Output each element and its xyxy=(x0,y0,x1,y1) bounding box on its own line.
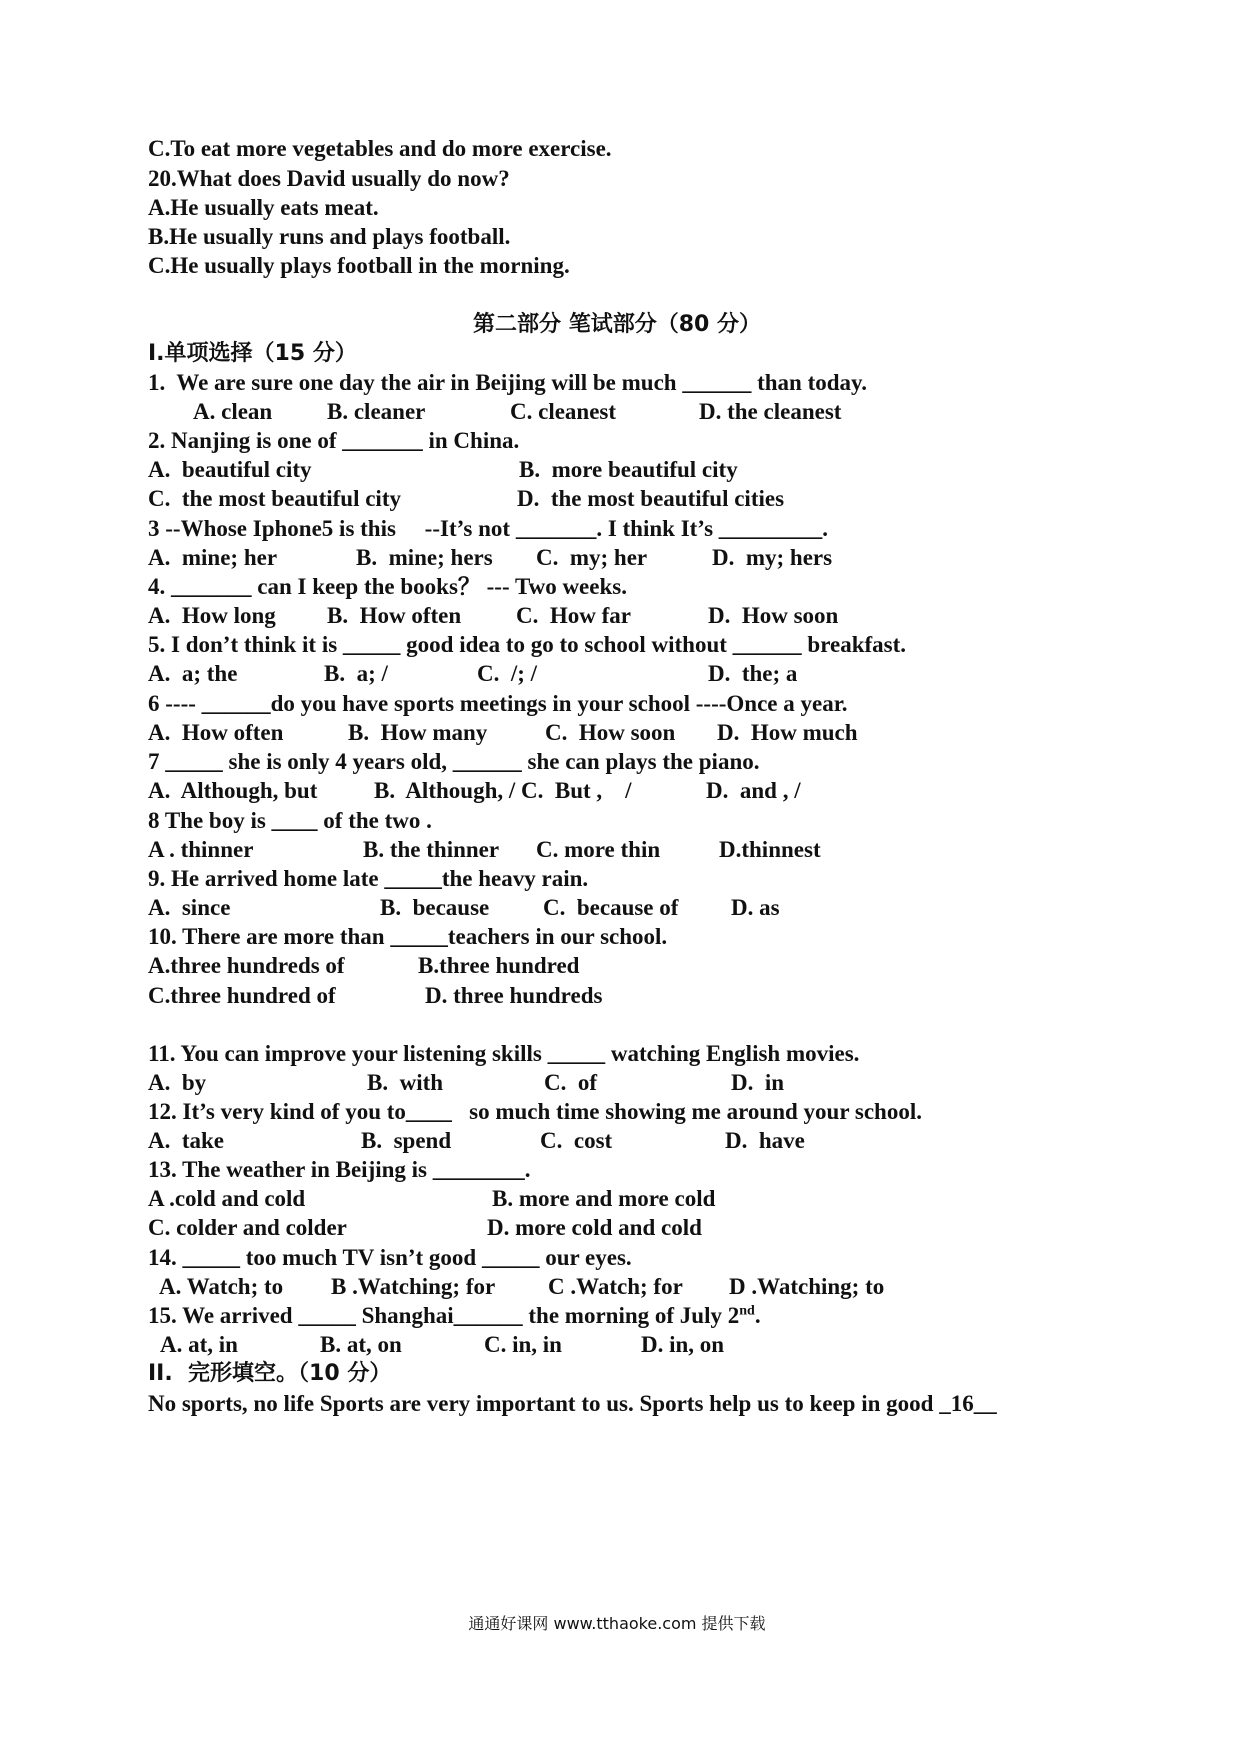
ordinal-suffix: nd xyxy=(739,1303,755,1319)
option-b: B. because xyxy=(380,895,490,920)
question-12-stem: 12. It’s very kind of you to____ so much time showing me around your school. xyxy=(148,1099,922,1124)
question-10-options-row2 xyxy=(0,981,1000,1011)
option-d: D.thinnest xyxy=(719,837,821,862)
question-4-options xyxy=(0,601,1000,631)
question-6-stem: 6 ---- ______do you have sports meetings in your school ----Once a year. xyxy=(148,691,848,716)
option-d: D. as xyxy=(731,895,780,920)
option-a: A. by xyxy=(148,1070,207,1095)
question-6-options xyxy=(0,718,1000,748)
question-4-stem: 4. _______ can I keep the books？ --- Two weeks. xyxy=(148,574,627,599)
question-2-stem: 2. Nanjing is one of _______ in China. xyxy=(148,428,520,453)
section-1-title: Ⅰ.单项选择（15 分） xyxy=(148,341,357,366)
option-c: C. /; / xyxy=(477,661,538,686)
question-11-stem: 11. You can improve your listening skills _____ watching English movies. xyxy=(148,1041,860,1066)
option-b: B .Watching; for xyxy=(331,1274,496,1299)
option-b: B. spend xyxy=(361,1128,452,1153)
option-d: D. in, on xyxy=(641,1332,725,1357)
option-a: A. at, in xyxy=(160,1332,238,1357)
option-d: D. in xyxy=(731,1070,785,1095)
option-a: A.three hundreds of xyxy=(148,953,345,978)
question-15-stem-end: . xyxy=(754,1303,761,1328)
page-footer: 通通好课网 www.tthaoke.com 提供下载 xyxy=(468,1614,766,1633)
option-c: C. colder and colder xyxy=(148,1215,347,1240)
option-c: C.three hundred of xyxy=(148,983,336,1008)
option-c: C. the most beautiful city xyxy=(148,486,401,511)
question-1-options xyxy=(0,397,1000,427)
question-3-options xyxy=(0,543,1000,573)
question-8-options xyxy=(0,835,1000,865)
option-d: D. my; hers xyxy=(712,545,833,570)
option-c: C. because of xyxy=(543,895,679,920)
option-c: C. How soon xyxy=(545,720,676,745)
question-14-stem: 14. _____ too much TV isn’t good _____ our eyes. xyxy=(148,1245,632,1270)
question-2-options-row2 xyxy=(0,484,1000,514)
option-b: B. cleaner xyxy=(327,399,426,424)
question-14-options xyxy=(0,1272,1000,1302)
option-c: C. more thin xyxy=(536,837,661,862)
listening-option-a-20: A.He usually eats meat. xyxy=(148,195,379,220)
option-d: D. the cleanest xyxy=(699,399,842,424)
question-13-options-row2 xyxy=(0,1213,1000,1243)
option-a: A. mine; her xyxy=(148,545,278,570)
option-b: B. the thinner xyxy=(363,837,500,862)
listening-option-c-19: C.To eat more vegetables and do more exercise. xyxy=(148,136,612,161)
option-a: A. a; the xyxy=(148,661,238,686)
option-b: B. with xyxy=(367,1070,444,1095)
option-b: B. at, on xyxy=(320,1332,402,1357)
question-3-stem: 3 --Whose Iphone5 is this --It’s not _______. I think It’s _________. xyxy=(148,516,829,541)
option-b: B. mine; hers xyxy=(356,545,493,570)
question-2-options-row1 xyxy=(0,455,1000,485)
option-d: D. How soon xyxy=(708,603,839,628)
option-a: A. How long xyxy=(148,603,276,628)
question-10-stem: 10. There are more than _____teachers in our school. xyxy=(148,924,668,949)
option-c: C. of xyxy=(544,1070,598,1095)
listening-option-c-20: C.He usually plays football in the morning. xyxy=(148,253,570,278)
option-d: D. and , / xyxy=(706,778,801,803)
question-7-options xyxy=(0,776,1000,806)
section-2-title: II. 完形填空。（10 分） xyxy=(148,1361,392,1386)
question-10-options-row1 xyxy=(0,951,1000,981)
option-b: B. more and more cold xyxy=(492,1186,716,1211)
question-5-stem: 5. I don’t think it is _____ good idea to go to school without ______ breakfast. xyxy=(148,632,907,657)
question-7-stem: 7 _____ she is only 4 years old, ______ she can plays the piano. xyxy=(148,749,760,774)
option-c: C. my; her xyxy=(536,545,648,570)
option-a: A .cold and cold xyxy=(148,1186,306,1211)
option-d: D. the most beautiful cities xyxy=(517,486,785,511)
question-13-stem: 13. The weather in Beijing is ________. xyxy=(148,1157,531,1182)
listening-option-b-20: B.He usually runs and plays football. xyxy=(148,224,511,249)
option-b: B.three hundred xyxy=(418,953,580,978)
option-a: A. beautiful city xyxy=(148,457,312,482)
option-c: C. in, in xyxy=(484,1332,562,1357)
option-a: A. since xyxy=(148,895,231,920)
option-d: D .Watching; to xyxy=(729,1274,885,1299)
question-9-stem: 9. He arrived home late _____the heavy rain. xyxy=(148,866,589,891)
option-a: A. clean xyxy=(193,399,273,424)
part-title: 第二部分 笔试部分（80 分） xyxy=(473,312,761,337)
option-a: A. Watch; to xyxy=(159,1274,284,1299)
question-11-options xyxy=(0,1068,1000,1098)
cloze-passage-line: No sports, no life Sports are very important to us. Sports help us to keep in good _16__ xyxy=(148,1391,997,1416)
option-a: A. take xyxy=(148,1128,225,1153)
question-9-options xyxy=(0,893,1000,923)
question-8-stem: 8 The boy is ____ of the two . xyxy=(148,808,432,833)
option-a: A. How often xyxy=(148,720,284,745)
option-a: A . thinner xyxy=(148,837,254,862)
question-15-options xyxy=(0,1330,1000,1360)
option-c: C. cost xyxy=(540,1128,613,1153)
option-b: B. How often xyxy=(327,603,462,628)
option-d: D. the; a xyxy=(708,661,798,686)
option-c: C. How far xyxy=(516,603,631,628)
option-c: C. cleanest xyxy=(510,399,617,424)
option-b: B. a; / xyxy=(324,661,388,686)
question-15-stem xyxy=(148,1301,761,1331)
question-15-stem-text: 15. We arrived _____ Shanghai______ the morning of July 2 xyxy=(148,1303,740,1328)
question-5-options xyxy=(0,659,1000,689)
option-d: D. have xyxy=(725,1128,805,1153)
question-12-options xyxy=(0,1126,1000,1156)
option-b-c: B. Although, / C. But , / xyxy=(374,778,632,803)
option-b: B. more beautiful city xyxy=(519,457,738,482)
option-d: D. How much xyxy=(717,720,858,745)
question-1-stem: 1. We are sure one day the air in Beijing will be much ______ than today. xyxy=(148,370,868,395)
option-c: C .Watch; for xyxy=(548,1274,683,1299)
question-20-stem: 20.What does David usually do now? xyxy=(148,166,510,191)
option-d: D. more cold and cold xyxy=(487,1215,702,1240)
option-d: D. three hundreds xyxy=(425,983,603,1008)
option-b: B. How many xyxy=(348,720,488,745)
option-a: A. Although, but xyxy=(148,778,318,803)
question-13-options-row1 xyxy=(0,1184,1000,1214)
